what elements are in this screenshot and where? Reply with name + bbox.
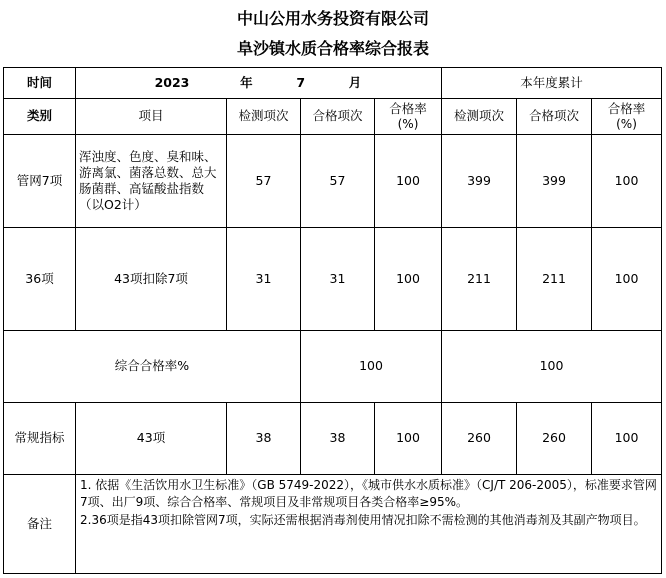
row-passed: 57 (301, 135, 375, 228)
col-rate (375, 99, 442, 135)
row-category: 常规指标 (4, 403, 76, 475)
row-item: 浑浊度、色度、臭和味、游离氯、菌落总数、总大肠菌群、高锰酸盐指数（以O2计） (76, 135, 227, 228)
row-rate: 100 (375, 228, 442, 331)
table-row (4, 228, 662, 331)
time-header-row (4, 68, 662, 99)
row-item: 43项扣除7项 (76, 228, 227, 331)
col-ytd-rate-label: 合格率 (607, 100, 646, 116)
month-value: 7 (296, 74, 306, 90)
row-ytd-tested: 399 (442, 135, 517, 228)
row-ytd-rate: 100 (592, 228, 662, 331)
year-value: 2023 (154, 74, 190, 90)
col-rate-unit: (%) (397, 116, 419, 131)
col-ytd-rate (592, 99, 662, 135)
col-category: 类别 (4, 99, 76, 135)
company-name: 中山公用水务投资有限公司 (236, 9, 429, 28)
row-tested: 31 (227, 228, 301, 331)
row-rate: 100 (375, 403, 442, 475)
row-rate: 100 (375, 135, 442, 228)
row-category: 36项 (4, 228, 76, 331)
row-category: 管网7项 (4, 135, 76, 228)
col-tested: 检测项次 (227, 99, 301, 135)
row-ytd-rate: 100 (592, 135, 662, 228)
row-ytd-passed: 260 (517, 403, 592, 475)
year-unit: 年 (240, 74, 253, 90)
remarks-label: 备注 (4, 475, 76, 574)
time-label: 时间 (4, 68, 76, 99)
remarks-content (76, 475, 662, 574)
col-ytd-rate-unit: (%) (616, 116, 637, 131)
remark-1: 1. 依据《生活饮用水卫生标准》（GB 5749-2022），《城市供水水质标准》（CJ/T 206-2005），标准要求管网7项、出厂9项、综合合格率、常规项目及非常规项目各类合格率≥95%。 (80, 478, 657, 510)
row-ytd-rate: 100 (592, 403, 662, 475)
month-unit: 月 (348, 74, 362, 90)
row-tested: 38 (227, 403, 301, 475)
remark-2: 2.36项是指43项扣除管网7项，实际还需根据消毒剂使用情况扣除不需检测的其他消毒剂及其副产物项目。 (80, 512, 646, 527)
row-ytd-passed: 211 (517, 228, 592, 331)
row-item: 43项 (76, 403, 227, 475)
water-quality-table (3, 67, 662, 574)
remarks-row (4, 475, 662, 574)
column-header-row (4, 99, 662, 135)
col-passed: 合格项次 (301, 99, 375, 135)
overall-ytd: 100 (442, 331, 662, 403)
row-ytd-tested: 260 (442, 403, 517, 475)
row-ytd-passed: 399 (517, 135, 592, 228)
col-rate-label: 合格率 (389, 100, 427, 116)
col-ytd-passed: 合格项次 (517, 99, 592, 135)
col-ytd-tested: 检测项次 (442, 99, 517, 135)
row-tested: 57 (227, 135, 301, 228)
overall-month: 100 (301, 331, 442, 403)
table-row (4, 403, 662, 475)
report-period (76, 68, 442, 99)
row-passed: 38 (301, 403, 375, 475)
overall-label: 综合合格率% (4, 331, 301, 403)
row-passed: 31 (301, 228, 375, 331)
row-ytd-tested: 211 (442, 228, 517, 331)
overall-rate-row (4, 331, 662, 403)
ytd-label: 本年度累计 (442, 68, 662, 99)
report-title: 阜沙镇水质合格率综合报表 (236, 39, 429, 58)
col-item: 项目 (76, 99, 227, 135)
table-row (4, 135, 662, 228)
